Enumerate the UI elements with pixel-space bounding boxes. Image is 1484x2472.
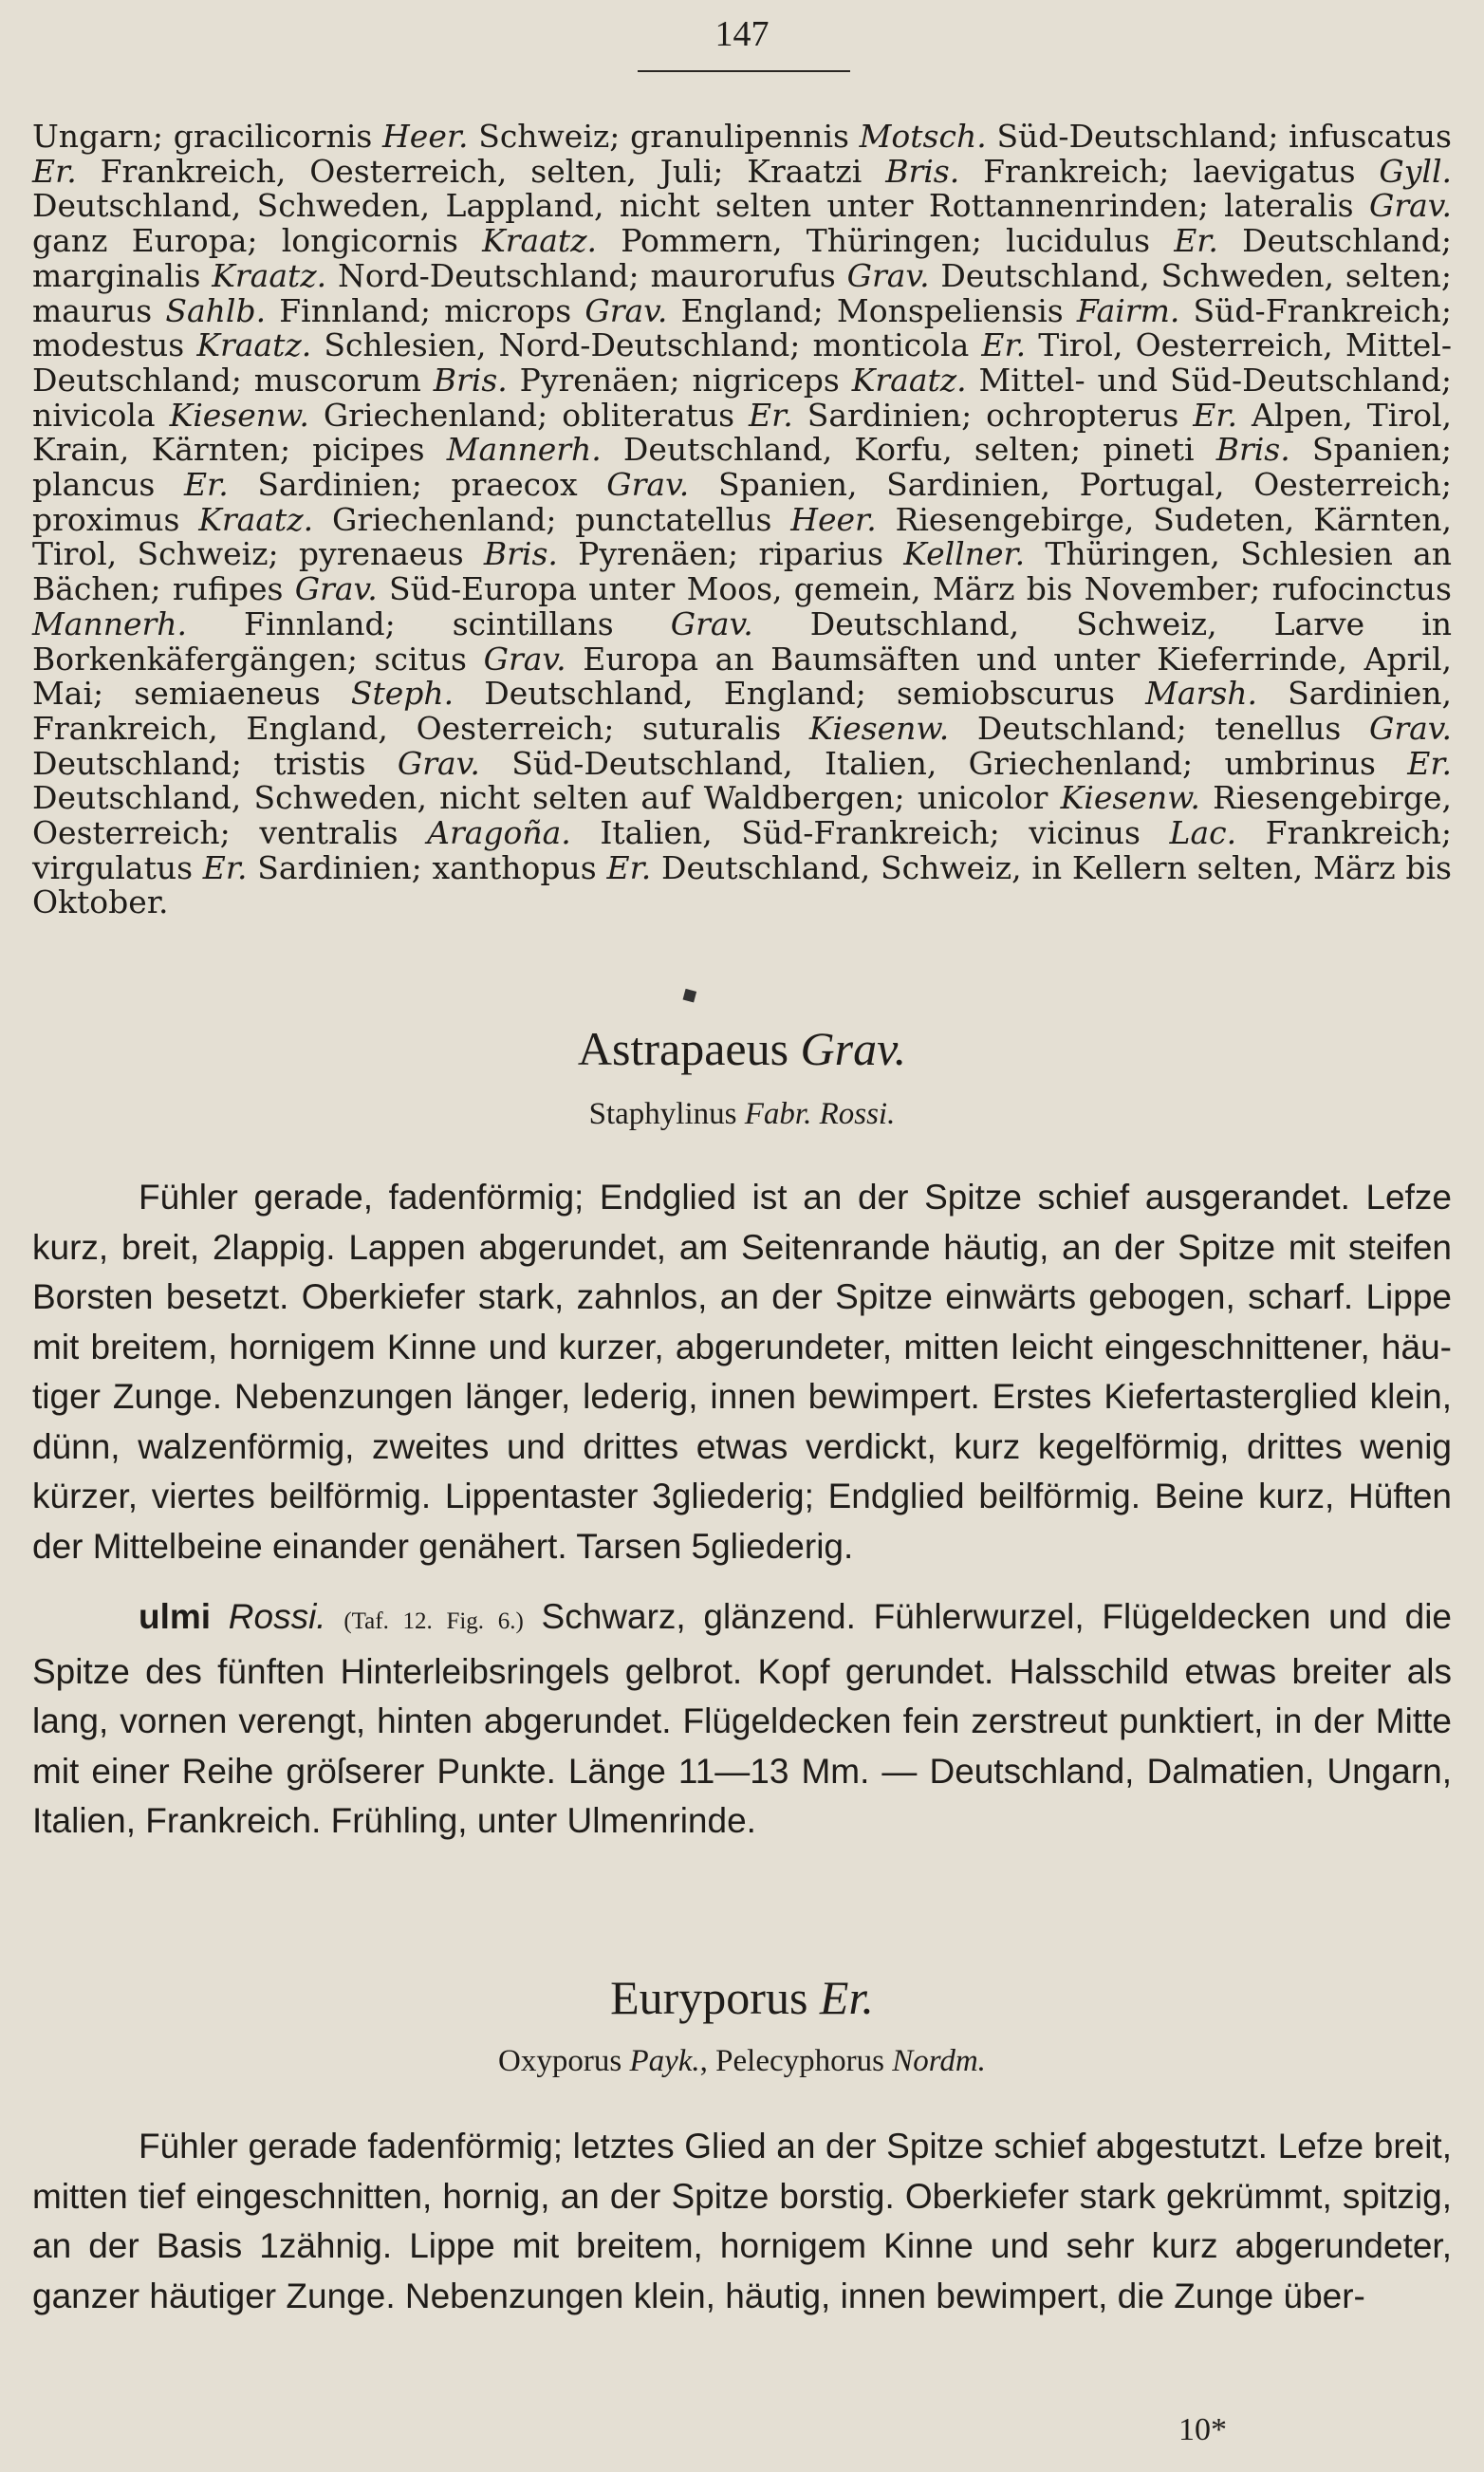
author-abbreviation: Kraatz. [198, 500, 314, 538]
catalog-text: Italien, Süd-Frankreich; vicinus [570, 814, 1170, 852]
species-entry-ulmi [32, 1592, 1452, 1847]
author-abbreviation: Er. [1174, 222, 1218, 260]
catalog-text: Süd-Deutschland, Italien, Griechenland; umbrinus [479, 744, 1408, 782]
catalog-text: Europa an Baumsäften und unter Kieferrinde, April, Mai; semiaeneus [32, 640, 1452, 713]
catalog-text: Finnland; scintillans [187, 604, 671, 642]
author-abbreviation: Kiesenw. [1060, 779, 1200, 817]
author-abbreviation: Er. [1407, 744, 1452, 782]
author-abbreviation: Grav. [397, 744, 480, 782]
author-abbreviation: Marsh. [1145, 675, 1258, 713]
catalog-text: Sardinien, Frankreich, England, Oesterreich; suturalis [32, 675, 1452, 747]
author-abbreviation: Aragoña. [427, 814, 571, 852]
catalog-text: Griechenland; obliteratus [308, 396, 750, 434]
catalog-text: Pommern, Thüringen; lucidulus [597, 222, 1175, 260]
catalog-text: , Pelecyphorus [699, 2044, 893, 2078]
author-abbreviation: Steph. [350, 675, 454, 713]
catalog-text: Griechenland; punctatellus [313, 500, 791, 538]
catalog-text: Schlesien, Nord-Deutschland; monticola [311, 326, 982, 364]
author-abbreviation: Bris. [1215, 431, 1290, 469]
author-abbreviation: Kellner. [903, 535, 1026, 573]
author-abbreviation: Er. [606, 848, 652, 886]
catalog-text: Deutschland, Schweiz, in Kellern selten, März bis Oktober. [32, 848, 1452, 921]
catalog-text: Süd-Deutschland; infuscatus [986, 118, 1452, 155]
author-abbreviation: Kraatz. [212, 256, 327, 294]
genus-author: Grav. [800, 1022, 907, 1075]
genus-description-astrapaeus [32, 1173, 1452, 1847]
author-abbreviation: Sahlb. [165, 291, 267, 329]
author-abbreviation: Grav. [483, 640, 566, 678]
catalog-text: Sardinien; ochropterus [792, 396, 1194, 434]
author-abbreviation: Grav. [670, 604, 753, 642]
catalog-text: Süd-Frankreich; modestus [32, 291, 1452, 364]
page-number: 147 [714, 14, 770, 54]
genus-name: Astrapaeus [577, 1022, 789, 1075]
catalog-text: Deutschland, Schweiz, Larve in Borkenkäfergängen; scitus [32, 604, 1452, 678]
catalog-text: Mittel- und Süd-Deutschland; nivicola [32, 361, 1453, 434]
catalog-text: Deutschland, England; semiobscurus [454, 675, 1146, 713]
plate-reference: (Taf. 12. Fig. 6.) [343, 1608, 524, 1634]
catalog-text: Deutschland, Schweden, nicht selten auf Waldbergen; unicolor [32, 779, 1061, 817]
genus-description-text: Fühler gerade fadenförmig; letztes Glied an der Spitze schief abgestutzt. Lefze breit, mitten tief eingeschnitten, hornig, an der Spitze borstig. Oberkiefer stark gekrümmt, spitzig, an der Basis 1zähnig. Lippe mit breitem, hornigem Kinne und sehr kurz abgerundeter, ganzer häutiger Zunge. Nebenzungen klein, häutig, innen bewimpert, die Zunge über- [32, 2127, 1452, 2315]
catalog-text: Deutschland, Schweden, selten; maurus [32, 256, 1453, 329]
author-abbreviation: Grav. [606, 466, 690, 504]
author-abbreviation: Fairm. [1076, 291, 1180, 329]
author-abbreviation: Er. [1193, 396, 1237, 434]
genus-heading-euryporus [0, 1970, 1484, 2025]
author-abbreviation: Gyll. [1379, 152, 1453, 190]
catalog-text: Frankreich; laevigatus [959, 152, 1380, 190]
catalog-text: Deutschland, Korfu, selten; pineti [601, 431, 1216, 469]
page-number-rule [638, 70, 850, 72]
author-abbreviation: Grav. [294, 570, 378, 608]
author-abbreviation: Er. [981, 326, 1027, 364]
author-abbreviation: Payk. [629, 2044, 700, 2078]
author-abbreviation: Lac. [1169, 814, 1237, 852]
author-abbreviation: Kraatz. [482, 222, 598, 260]
catalog-text: Riesengebirge, Oesterreich; ventralis [32, 779, 1452, 852]
author-abbreviation: Nordm. [892, 2044, 986, 2078]
author-abbreviation: Er. [32, 152, 77, 190]
genus-description-euryporus [32, 2122, 1452, 2321]
author-abbreviation: Bris. [885, 152, 960, 190]
author-abbreviation: Motsch. [859, 118, 987, 155]
catalog-text: Thüringen, Schlesien an Bächen; rufipes [32, 535, 1452, 608]
author-abbreviation: Grav. [584, 291, 668, 329]
catalog-text: Nord-Deutschland; maurorufus [326, 256, 847, 294]
genus-author: Er. [819, 1971, 874, 2024]
catalog-text: Alpen, Tirol, Krain, Kärnten; picipes [32, 396, 1452, 469]
catalog-text: England; Monspeliensis [667, 291, 1077, 329]
catalog-text: Süd-Europa unter Moos, gemein, März bis November; rufocinctus [377, 570, 1452, 608]
catalog-text: Pyrenäen; nigriceps [507, 361, 852, 399]
catalog-text: Staphylinus [588, 1097, 745, 1131]
author-abbreviation: Er. [202, 848, 248, 886]
genus-description-text: Fühler gerade, fadenförmig; Endglied ist an der Spitze schief ausgerandet. Lefze kurz, breit, 2lappig. Lappen abgerundet, am Seitenrande häutig, an der Spitze mit steifen Borsten besetzt. Oberkiefer stark, zahnlos, an der Spitze einwärts gebogen, scharf. Lippe mit breitem, hornigem Kinne und kurzer, abgerundeter, mitten leicht eingeschnittener, häutiger Zunge. Nebenzungen länger, lederig, innen bewimpert. Erstes Kiefertasterglied klein, dünn, walzenförmig, zweites und drittes etwas verdickt, kurz kegelförmig, drittes wenig kürzer, viertes beilförmig. Lippentaster 3gliederig; Endglied beilförmig. Beine kurz, Hüften der Mittelbeine einander genähert. Tarsen 5gliederig. [32, 1178, 1452, 1566]
catalog-text: Pyrenäen; riparius [557, 535, 904, 573]
genus-name: Euryporus [610, 1971, 808, 2024]
author-abbreviation: Fabr. Rossi. [744, 1097, 896, 1131]
catalog-text: Deutschland; tristis [32, 744, 398, 782]
catalog-text: Sardinien; xanthopus [247, 848, 607, 886]
author-abbreviation: Mannerh. [32, 604, 188, 642]
author-abbreviation: Kraatz. [196, 326, 312, 364]
catalog-text: Frankreich, Oesterreich, selten, Juli; Kraatzi [76, 152, 886, 190]
catalog-text: Deutschland, Schweden, Lappland, nicht selten unter Rottannenrinden; lateralis [32, 187, 1369, 225]
catalog-text: Oxyporus [498, 2044, 630, 2078]
species-name: ulmi [139, 1597, 212, 1636]
catalog-text: Riesengebirge, Sudeten, Kärnten, Tirol, Schweiz; pyrenaeus [32, 500, 1452, 573]
author-abbreviation: Grav. [846, 256, 930, 294]
catalog-text: Schweiz; granulipennis [468, 118, 860, 155]
author-abbreviation: Bris. [483, 535, 558, 573]
author-abbreviation: Kiesenw. [808, 709, 950, 747]
author-abbreviation: Grav. [1368, 187, 1452, 225]
author-abbreviation: Bris. [433, 361, 508, 399]
catalog-text: Deutschland; marginalis [32, 222, 1452, 294]
catalog-text: Deutschland; tenellus [949, 709, 1369, 747]
genus-synonym-astrapaeus [0, 1097, 1484, 1132]
species-author: Rossi. [228, 1597, 326, 1636]
signature-mark: 10* [1178, 2412, 1227, 2447]
ink-mark: ◆ [676, 980, 703, 1010]
catalog-text: Frankreich; virgulatus [32, 814, 1452, 886]
author-abbreviation: Grav. [1368, 709, 1452, 747]
catalog-text: Spanien; plancus [32, 431, 1452, 504]
genus-synonym-euryporus [0, 2044, 1484, 2079]
author-abbreviation: Er. [749, 396, 793, 434]
author-abbreviation: Heer. [382, 118, 469, 155]
author-abbreviation: Kraatz. [851, 361, 967, 399]
catalog-text: Tirol, Oesterreich, Mittel-Deutschland; muscorum [32, 326, 1452, 399]
catalog-text: Spanien, Sardinien, Portugal, Oesterreich; proximus [32, 466, 1452, 538]
catalog-text: Finnland; microps [266, 291, 585, 329]
author-abbreviation: Er. [183, 466, 229, 504]
genus-heading-astrapaeus [0, 1021, 1484, 1076]
catalog-text: ganz Europa; longicornis [32, 222, 483, 260]
species-catalog-paragraph [32, 120, 1452, 920]
author-abbreviation: Heer. [790, 500, 877, 538]
author-abbreviation: Kiesenw. [169, 396, 309, 434]
author-abbreviation: Mannerh. [446, 431, 602, 469]
catalog-text: Sardinien; praecox [228, 466, 607, 504]
catalog-text: Ungarn; gracilicornis [32, 118, 383, 155]
species-description: Schwarz, glänzend. Fühlerwurzel, Flügeldecken und die Spitze des fünften Hinterleibsringels gelbrot. Kopf gerundet. Halsschild etwas breiter als lang, vornen verengt, hinten abgerundet. Flügeldecken fein zerstreut punktiert, in der Mitte mit einer Reihe gröſserer Punkte. Länge 11—13 Mm. — Deutschland, Dalmatien, Ungarn, Italien, Frankreich. Frühling, unter Ulmenrinde. [32, 1597, 1453, 1840]
